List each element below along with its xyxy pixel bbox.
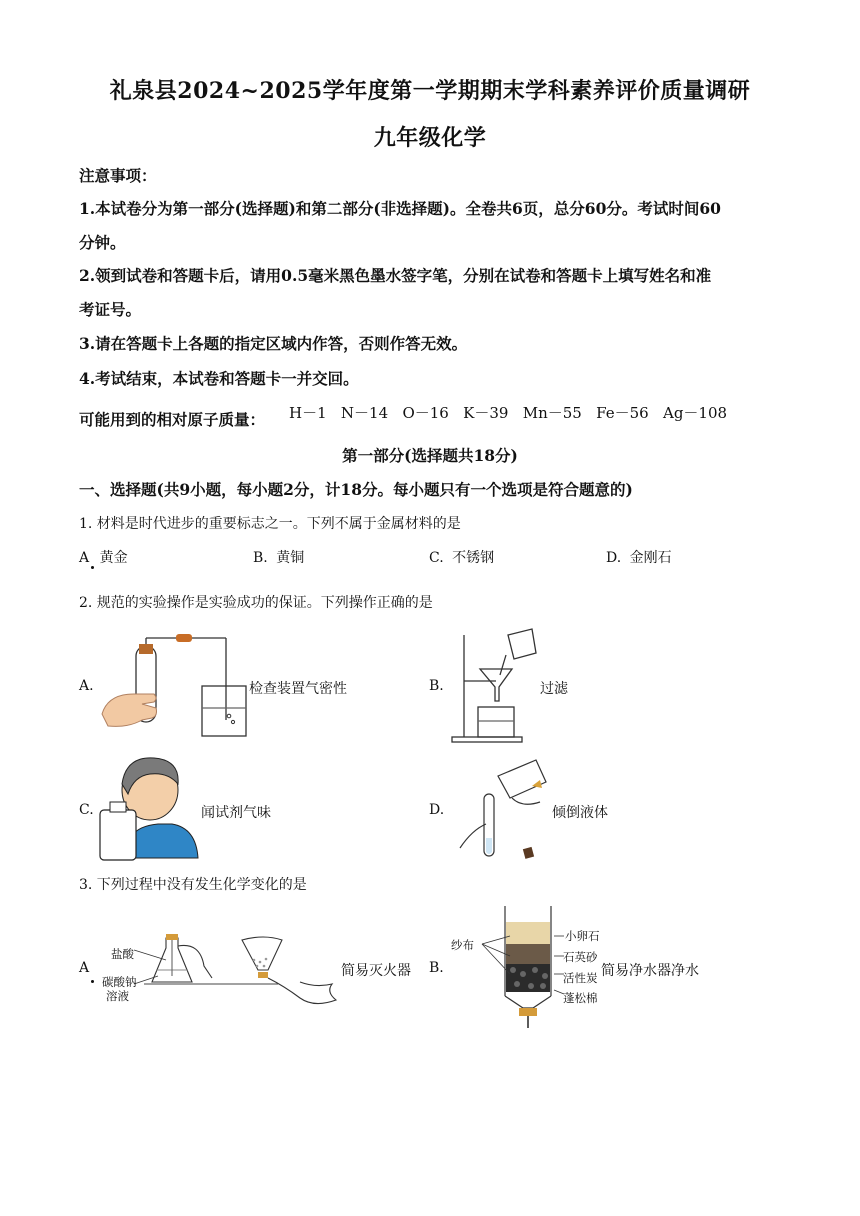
label-sodium-carbonate: 碳酸钠 [102, 975, 137, 989]
notice-item-4: 4.考试结束，本试卷和答题卡一并交回。 [79, 369, 359, 388]
q2-option-c-letter[interactable]: C. [79, 802, 94, 818]
q3-stem: 3. 下列过程中没有发生化学变化的是 [79, 877, 307, 893]
section1-heading: 一、选择题(共9小题，每小题2分，计18分。每小题只有一个选项是符合题意的) [79, 480, 633, 499]
atomic-mass-label: 可能用到的相对原子质量： [79, 410, 266, 429]
q2-option-a-text: 检查装置气密性 [249, 681, 347, 697]
q1-option-c-letter: C. [429, 550, 444, 566]
q1-stem: 1. 材料是时代进步的重要标志之一。下列不属于金属材料的是 [79, 516, 461, 532]
q2-stem: 2. 规范的实验操作是实验成功的保证。下列操作正确的是 [79, 595, 433, 611]
exam-subtitle: 九年级化学 [373, 125, 487, 151]
q1-option-d-letter: D. [606, 550, 622, 566]
q1-option-b-text: 黄铜 [276, 550, 305, 566]
q3-option-b-letter[interactable]: B. [429, 960, 444, 976]
q1-option-a-letter: A [79, 550, 90, 566]
label-activated-carbon: 活性炭 [563, 971, 598, 985]
label-solution: 溶液 [106, 989, 129, 1003]
smelling-reagent-figure [98, 754, 203, 864]
atomic-mass-values: H－1 N－14 O－16 K－39 Mn－55 Fe－56 Ag－108 [289, 404, 728, 422]
notice-item-3: 3.请在答题卡上各题的指定区域内作答，否则作答无效。 [79, 334, 468, 353]
q1-option-a-text: 黄金 [99, 550, 128, 566]
q3-option-a-text: 简易灭火器 [341, 963, 411, 979]
q1-option-c-text: 不锈钢 [452, 550, 495, 566]
emphasis-dot [91, 980, 94, 983]
emphasis-dot [91, 566, 94, 569]
q2-option-c-text: 闻试剂气味 [201, 805, 271, 821]
notice-item-1a: 1.本试卷分为第一部分(选择题)和第二部分(非选择题)。全卷共6页，总分60分。考试时间60 [79, 199, 721, 218]
q2-option-a-letter[interactable]: A. [79, 678, 94, 694]
label-hydrochloric-acid: 盐酸 [111, 947, 134, 961]
notice-heading: 注意事项： [79, 166, 157, 185]
q2-option-b-text: 过滤 [540, 681, 568, 697]
label-quartz-sand: 石英砂 [563, 950, 598, 964]
q2-option-b-letter[interactable]: B. [429, 678, 444, 694]
pouring-liquid-figure [452, 758, 552, 863]
airtightness-check-figure [98, 628, 258, 743]
q1-option-c[interactable] [429, 547, 494, 567]
exam-title: 礼泉县2024~2025学年度第一学期期末学科素养评价质量调研 [109, 78, 751, 104]
label-gauze: 纱布 [451, 938, 474, 952]
q1-option-b-letter: B. [253, 550, 268, 566]
notice-item-2a: 2.领到试卷和答题卡后，请用0.5毫米黑色墨水签字笔，分别在试卷和答题卡上填写姓名和准 [79, 266, 712, 285]
label-cotton: 蓬松棉 [563, 991, 598, 1005]
q2-option-d-text: 倾倒液体 [552, 805, 608, 821]
q1-option-d[interactable] [606, 547, 672, 567]
notice-item-1b: 分钟。 [79, 233, 126, 252]
notice-item-2b: 考证号。 [79, 300, 142, 319]
q1-option-d-text: 金刚石 [629, 550, 672, 566]
q1-option-a[interactable] [79, 547, 128, 567]
q1-option-b[interactable] [253, 547, 304, 567]
filtration-figure [450, 625, 550, 745]
label-pebbles: 小卵石 [565, 929, 600, 943]
q3-option-b-text: 简易净水器净水 [601, 963, 699, 979]
part1-heading: 第一部分(选择题共18分) [342, 446, 518, 465]
simple-extinguisher-figure [104, 926, 344, 1006]
q2-option-d-letter[interactable]: D. [429, 802, 445, 818]
q3-option-a-letter[interactable]: A [79, 960, 90, 976]
